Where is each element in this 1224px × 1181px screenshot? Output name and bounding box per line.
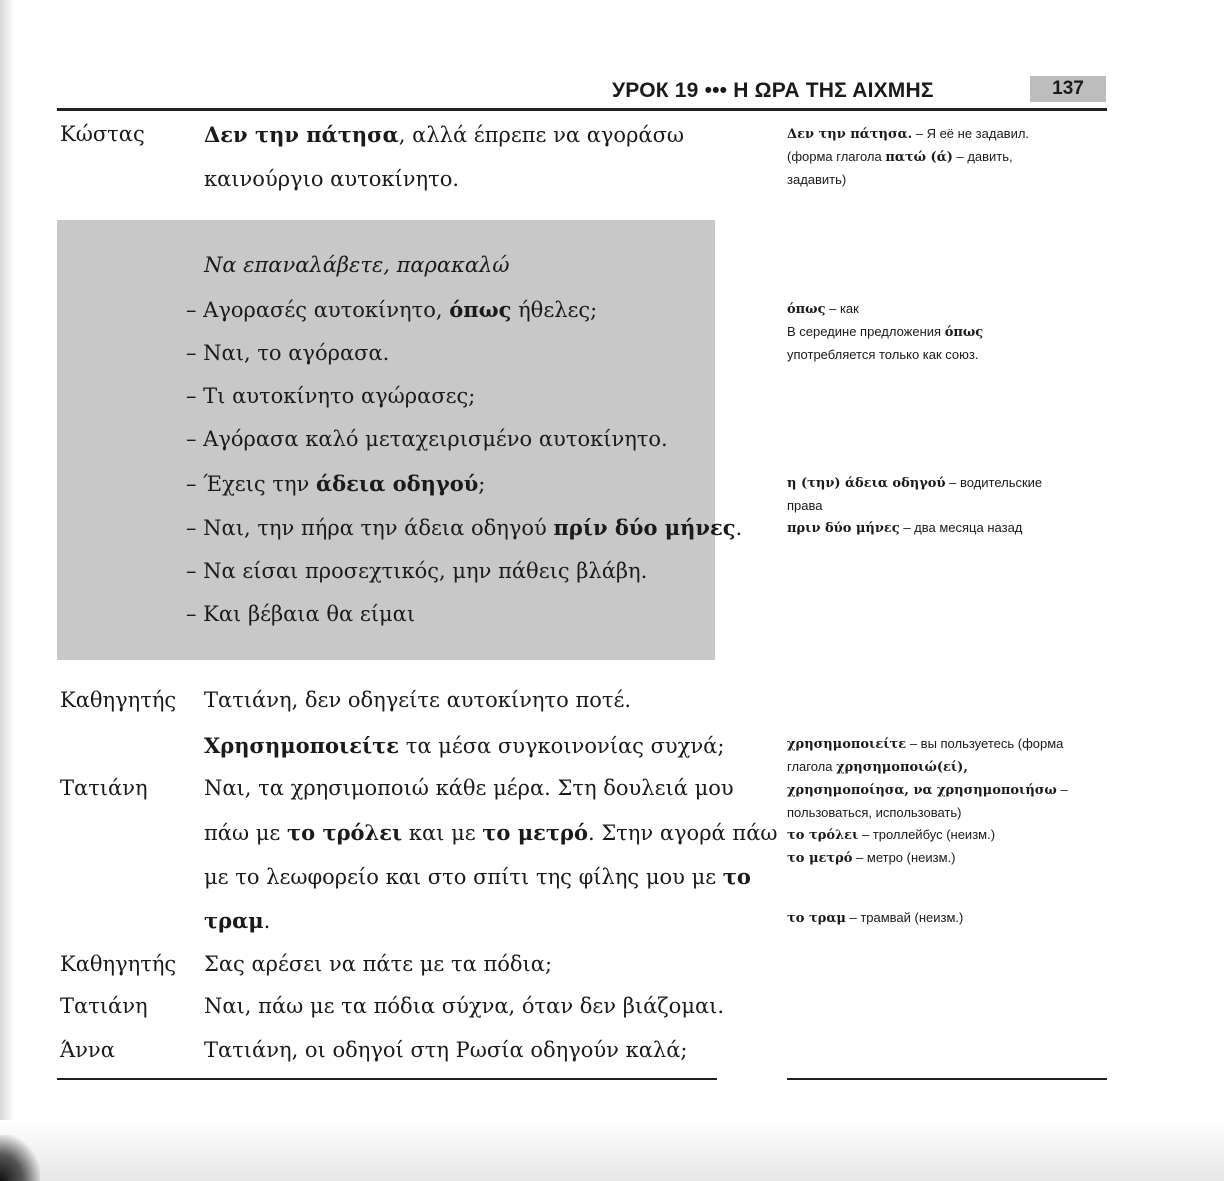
- header-title: УРОК 19 ••• Η ΩΡΑ ΤΗΣ ΑΙΧΜΗΣ: [612, 79, 934, 102]
- text: права: [787, 498, 823, 513]
- text: употребляется только как союз.: [787, 347, 979, 362]
- translation: – метро (неизм.): [852, 850, 956, 865]
- bottom-rule: [57, 1078, 717, 1080]
- text: –: [1056, 782, 1068, 797]
- exercise-line: [186, 297, 597, 322]
- speaker-tatiana: Τατιάνη: [60, 776, 148, 800]
- bold-phrase: όπως: [449, 297, 512, 322]
- text: ;: [478, 472, 486, 496]
- dialogue-line: Τατιάνη, δεν οδηγείτε αυτοκίνητο ποτέ.: [204, 688, 632, 712]
- greek-term: το τραμ: [787, 911, 846, 926]
- exercise-line: – Τι αυτοκίνητο αγώρασες;: [186, 384, 476, 408]
- note-vocab: [787, 298, 983, 366]
- bold-phrase: το: [722, 864, 751, 889]
- note-vocab: [787, 733, 1068, 870]
- greek-term: το μετρό: [787, 851, 853, 866]
- text: ήθελες;: [511, 298, 598, 322]
- greek-term: το τρόλει: [787, 828, 859, 843]
- dialogue-line: [204, 733, 724, 758]
- dialogue-line: Σας αρέσει να πάτε με τα πόδια;: [204, 952, 553, 976]
- bold-phrase: άδεια οδηγού: [316, 471, 479, 496]
- dialogue-line: [204, 908, 270, 933]
- exercise-line: – Και βέβαια θα είμαι: [186, 602, 416, 626]
- speaker-teacher: Καθηγητής: [60, 952, 177, 976]
- translation: – два месяца назад: [899, 520, 1023, 535]
- greek-term: χρησημοποίησα, να χρησημοποιήσω: [787, 783, 1057, 798]
- dialogue-line: Τατιάνη, οι οδηγοί στη Ρωσία οδηγούν καλά;: [204, 1038, 688, 1062]
- text: задавить): [787, 172, 847, 187]
- exercise-line: – Αγόρασα καλό μεταχειρισμένο αυτοκίνητο.: [186, 427, 668, 451]
- text: με το λεωφορείο και στο σπίτι της φίλης μου με: [204, 865, 723, 889]
- speaker-teacher: Καθηγητής: [60, 688, 177, 712]
- greek-term: χρησημοποιείτε: [787, 737, 907, 752]
- bold-phrase: Χρησημοποιείτε: [204, 733, 400, 758]
- text: – Έχεις την: [186, 472, 316, 496]
- translation: – Я её не задавил.: [912, 126, 1030, 141]
- greek-term: όπως: [787, 302, 826, 317]
- bold-phrase: το τρόλει: [287, 820, 403, 845]
- exercise-line: – Ναι, το αγόρασα.: [186, 341, 390, 365]
- note-vocab: [787, 907, 963, 930]
- text: πάω με: [204, 821, 287, 845]
- text: – Αγορασές αυτοκίνητο,: [186, 298, 450, 322]
- text: пользоваться, использовать): [787, 805, 962, 820]
- exercise-line: – Να είσαι προσεχτικός, μην πάθεις βλάβη.: [186, 559, 648, 583]
- text: και με: [402, 821, 483, 845]
- greek-term: όπως: [944, 325, 984, 340]
- note-vocab: [787, 472, 1042, 540]
- greek-term: η (την) άδεια οδηγού: [787, 476, 946, 491]
- text: глагола: [787, 759, 837, 774]
- greek-term: χρησημοποιώ(εί),: [836, 760, 968, 775]
- exercise-title: Να επαναλάβετε, παρακαλώ: [204, 253, 510, 277]
- dialogue-line: καινούργιο αυτοκίνητο.: [204, 167, 460, 191]
- page-number: 137: [1052, 78, 1084, 99]
- translation: – как: [825, 301, 859, 316]
- text: В середине предложения: [787, 324, 945, 339]
- dialogue-line: [204, 122, 684, 147]
- speaker-tatiana: Τατιάνη: [60, 994, 148, 1018]
- translation: – водительские: [945, 475, 1043, 490]
- greek-term: πατώ (ά): [885, 150, 953, 165]
- text: . Στην αγορά πάω: [587, 821, 778, 845]
- notes-bottom-rule: [787, 1078, 1107, 1080]
- text: , αλλά έπρεπε να αγοράσω: [398, 123, 685, 147]
- dialogue-line: [204, 820, 778, 845]
- page-bottom-edge: [0, 1120, 1224, 1181]
- bold-phrase: πρίν δύο μήνες: [553, 515, 736, 540]
- greek-term: πριν δύο μήνες: [787, 521, 900, 536]
- text: (форма глагола: [787, 149, 886, 164]
- translation: – вы пользуетесь (форма: [906, 736, 1064, 751]
- translation: – троллейбус (неизм.): [858, 827, 996, 842]
- greek-term: Δεν την πάτησα.: [787, 127, 913, 142]
- bold-phrase: τραμ: [204, 908, 264, 933]
- text: .: [735, 516, 743, 540]
- text: – Ναι, την πήρα την άδεια οδηγού: [186, 516, 554, 540]
- note-vocab: [787, 123, 1029, 191]
- dialogue-line: Ναι, τα χρησιμοποιώ κάθε μέρα. Στη δουλειά μου: [204, 776, 734, 800]
- exercise-line: [186, 515, 742, 540]
- speaker-anna: Άννα: [60, 1038, 115, 1062]
- translation: – трамвай (неизм.): [845, 910, 964, 925]
- bold-phrase: το μετρό: [482, 820, 588, 845]
- header-rule: [57, 108, 1107, 111]
- text: – давить,: [952, 149, 1013, 164]
- speaker-kostas: Κώστας: [60, 122, 145, 146]
- bold-phrase: Δεν την πάτησα: [204, 122, 399, 147]
- text: .: [263, 909, 271, 933]
- text: τα μέσα συγκοινονίας συχνά;: [399, 734, 725, 758]
- exercise-line: [186, 471, 485, 496]
- dialogue-line: Ναι, πάω με τα πόδια σύχνα, όταν δεν βιάζομαι.: [204, 994, 725, 1018]
- dialogue-line: [204, 864, 751, 889]
- page-left-edge: [0, 0, 14, 1181]
- page-corner-shadow: [0, 1135, 40, 1181]
